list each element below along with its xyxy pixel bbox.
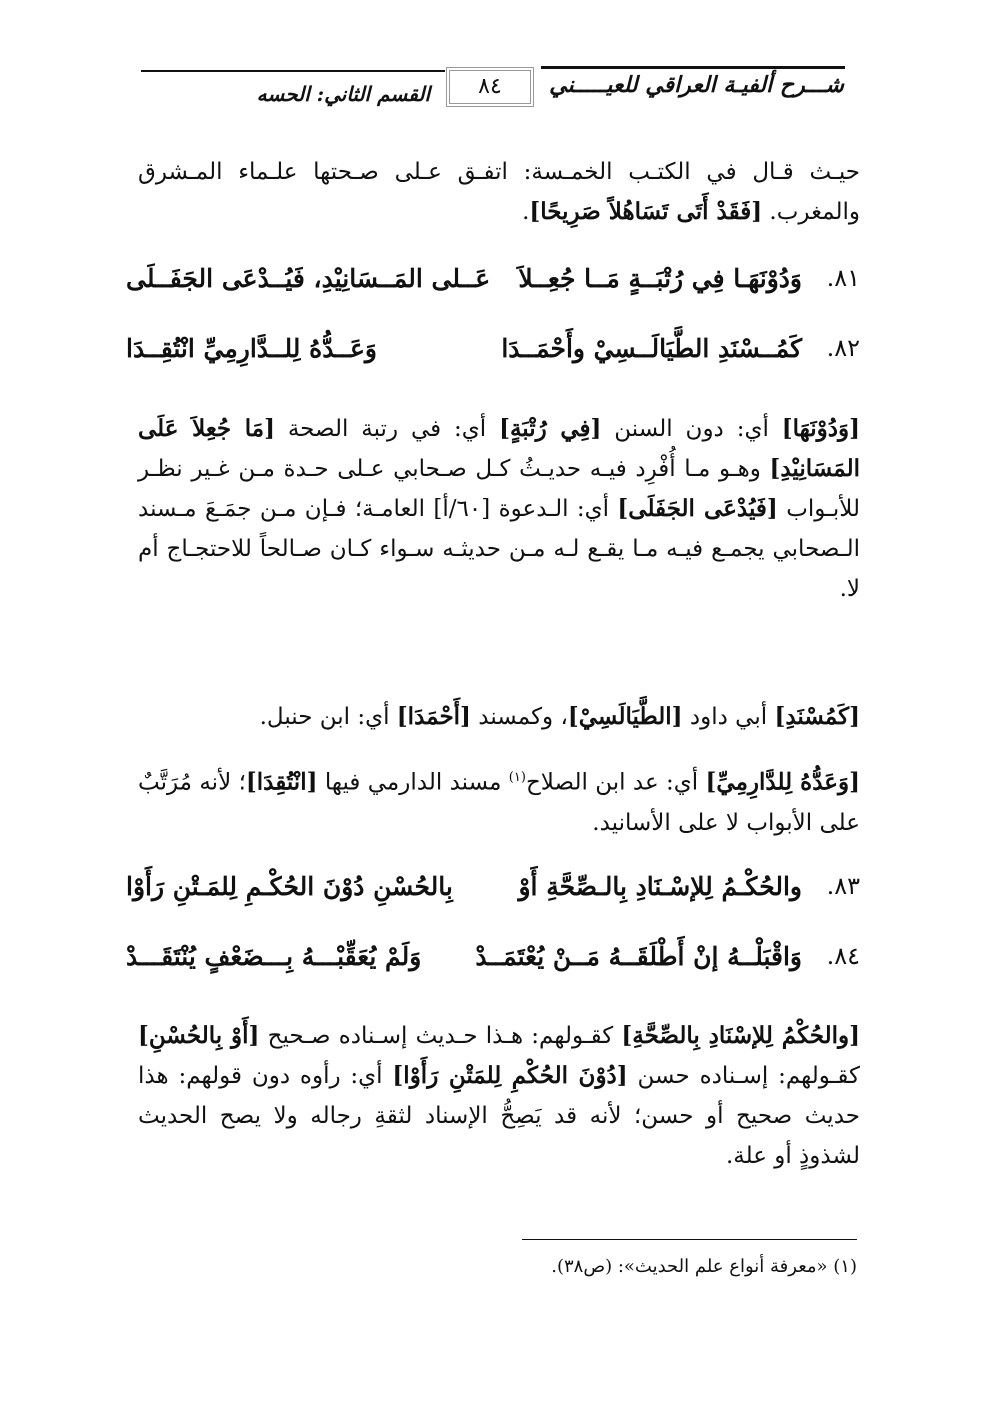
- running-head-section: القسم الثاني: الحسه: [256, 82, 430, 106]
- quoted-verse: [أَوْ بِالحُسْنِ]: [138, 1022, 260, 1049]
- header-rule-left: [141, 70, 445, 72]
- text-run: أي: ابن حنبل.: [259, 704, 397, 730]
- text-run: حيـث قـال في الكتـب الخمـسة: اتفـق عـلى صـحتها علـماء المـشرق والمغرب.: [138, 159, 860, 225]
- running-head-book-title: شـــرح ألفيـة العراقي للعيـــــني: [549, 72, 844, 98]
- header-rule-right: [541, 66, 845, 69]
- text-run: ؛ لأنه مُرَتَّبٌ على الأبواب لا على الأسانيد.: [138, 769, 860, 836]
- verse-second-hemistich: عَــلى المَــسَانِيْدِ، فَيُــدْعَى الجَفَــلَى: [126, 264, 491, 293]
- paragraph-5: [138, 1016, 860, 1176]
- paragraph-2: [138, 409, 860, 609]
- verse-line: [126, 264, 860, 308]
- verse-line: [126, 942, 860, 986]
- quoted-verse: [دُوْنَ الحُكْمِ لِلمَتْنِ رَأَوْا]: [392, 1062, 628, 1089]
- text-run: .: [522, 199, 530, 225]
- quoted-verse: [والحُكْمُ لِلإسْنَادِ بِالصِّحَّةِ]: [621, 1022, 861, 1049]
- footnote: (١) «معرفة أنواع علم الحديث»: (ص٣٨).: [551, 1256, 857, 1277]
- verse-number: ٨٣.: [826, 872, 860, 900]
- footnote-marker: (١): [508, 770, 526, 785]
- text-run: أي: الـدعوة [٦٠/أ] العامـة؛ فـإن مـن جمَـعَ مـسند الـصحابي يجمـع فيـه مـا يقـع لـه مـن حديثـه سـواء كـان صـالحاً للاحتجـاج أم لا.: [138, 496, 860, 602]
- quoted-verse: [فَيُدْعَى الجَفَلَى]: [617, 495, 778, 522]
- footnote-rule: [522, 1239, 857, 1240]
- quoted-verse: [فِي رُتْبَةٍ]: [499, 415, 602, 442]
- quoted-verse: [مَا جُعِلاَ عَلَى المَسَانِيْدِ]: [138, 415, 860, 482]
- text-run: أبي داود: [682, 704, 775, 730]
- verse-first-hemistich: كَمُــسْنَدِ الطَّيَالَــسِيْ وأَحْمَــدَا: [501, 334, 802, 363]
- verse-second-hemistich: وَعَــدُّهُ لِلــدَّارِمِيِّ انْتُقِــدَا: [126, 334, 377, 363]
- quoted-verse: [الطَّيَالَسِيْ]: [567, 703, 683, 730]
- quoted-verse: [أَحْمَدَا]: [396, 703, 471, 730]
- text-run: كقـولهم: إسـناده حسن: [627, 1063, 860, 1089]
- verse-number: ٨٢.: [826, 334, 860, 362]
- verse-number: ٨١.: [826, 264, 860, 292]
- verse-number: ٨٤.: [826, 942, 860, 970]
- text-run: مسند الدارمي فيها: [317, 769, 509, 796]
- text-run: أي: رأوه دون قولهم: هذا حديث صحيح أو حسن؛ لأنه قد يَصِحُّ الإسناد لثقةِ رجاله ولا يصح الحديث لشذوذٍ أو علة.: [138, 1063, 860, 1169]
- quoted-verse: [انْتُقِدَا]: [245, 768, 318, 796]
- quoted-verse: [فَقَدْ أَتَى تَسَاهُلاً صَرِيحًا]: [529, 198, 763, 225]
- verse-second-hemistich: بِالحُسْنِ دُوْنَ الحُكْـمِ لِلمَـتْنِ رَأَوْا: [126, 872, 453, 901]
- page-number: ٨٤: [446, 67, 534, 107]
- verse-second-hemistich: وَلَمْ يُعَقِّبْـــهُ بِـــضَعْفٍ يُنْتَقَـــدْ: [126, 942, 422, 971]
- quoted-verse: [وَدُوْنَهَا]: [781, 415, 860, 442]
- quoted-verse: [كَمُسْنَدِ]: [774, 703, 860, 730]
- verse-first-hemistich: والحُكْـمُ لِلإسْـنَادِ بِالـصِّحَّةِ أَوْ: [518, 872, 802, 901]
- paragraph-4: [138, 758, 860, 843]
- text-run: كقـولهم: هـذا حـديث إسـناده صـحيح: [259, 1023, 622, 1049]
- verse-first-hemistich: وَدُوْنَهَـا فِي رُتْبَــةٍ مَــا جُعِــلاَ: [518, 264, 802, 293]
- verse-line: [126, 872, 860, 916]
- verse-line: [126, 334, 860, 378]
- quoted-verse: [وَعَدُّهُ لِلدَّارِمِيِّ]: [705, 768, 860, 796]
- verse-first-hemistich: وَاقْبَلْــهُ إنْ أَطْلَقَــهُ مَــنْ يُعْتَمَــدْ: [475, 942, 802, 971]
- text-run: ، وكمسند: [470, 704, 568, 730]
- paragraph-1: [138, 152, 860, 232]
- text-run: أي: دون السنن: [601, 416, 782, 442]
- text-run: أي: عد ابن الصلاح: [525, 769, 706, 796]
- text-run: أي: في رتبة الصحة: [274, 416, 500, 442]
- paragraph-3: [138, 697, 860, 737]
- text-run: وهـو مـا أُفْرِد فيـه حديـثُ كـل صـحابي عـلى حـدة مـن غـير نظـر للأبـواب: [138, 456, 860, 522]
